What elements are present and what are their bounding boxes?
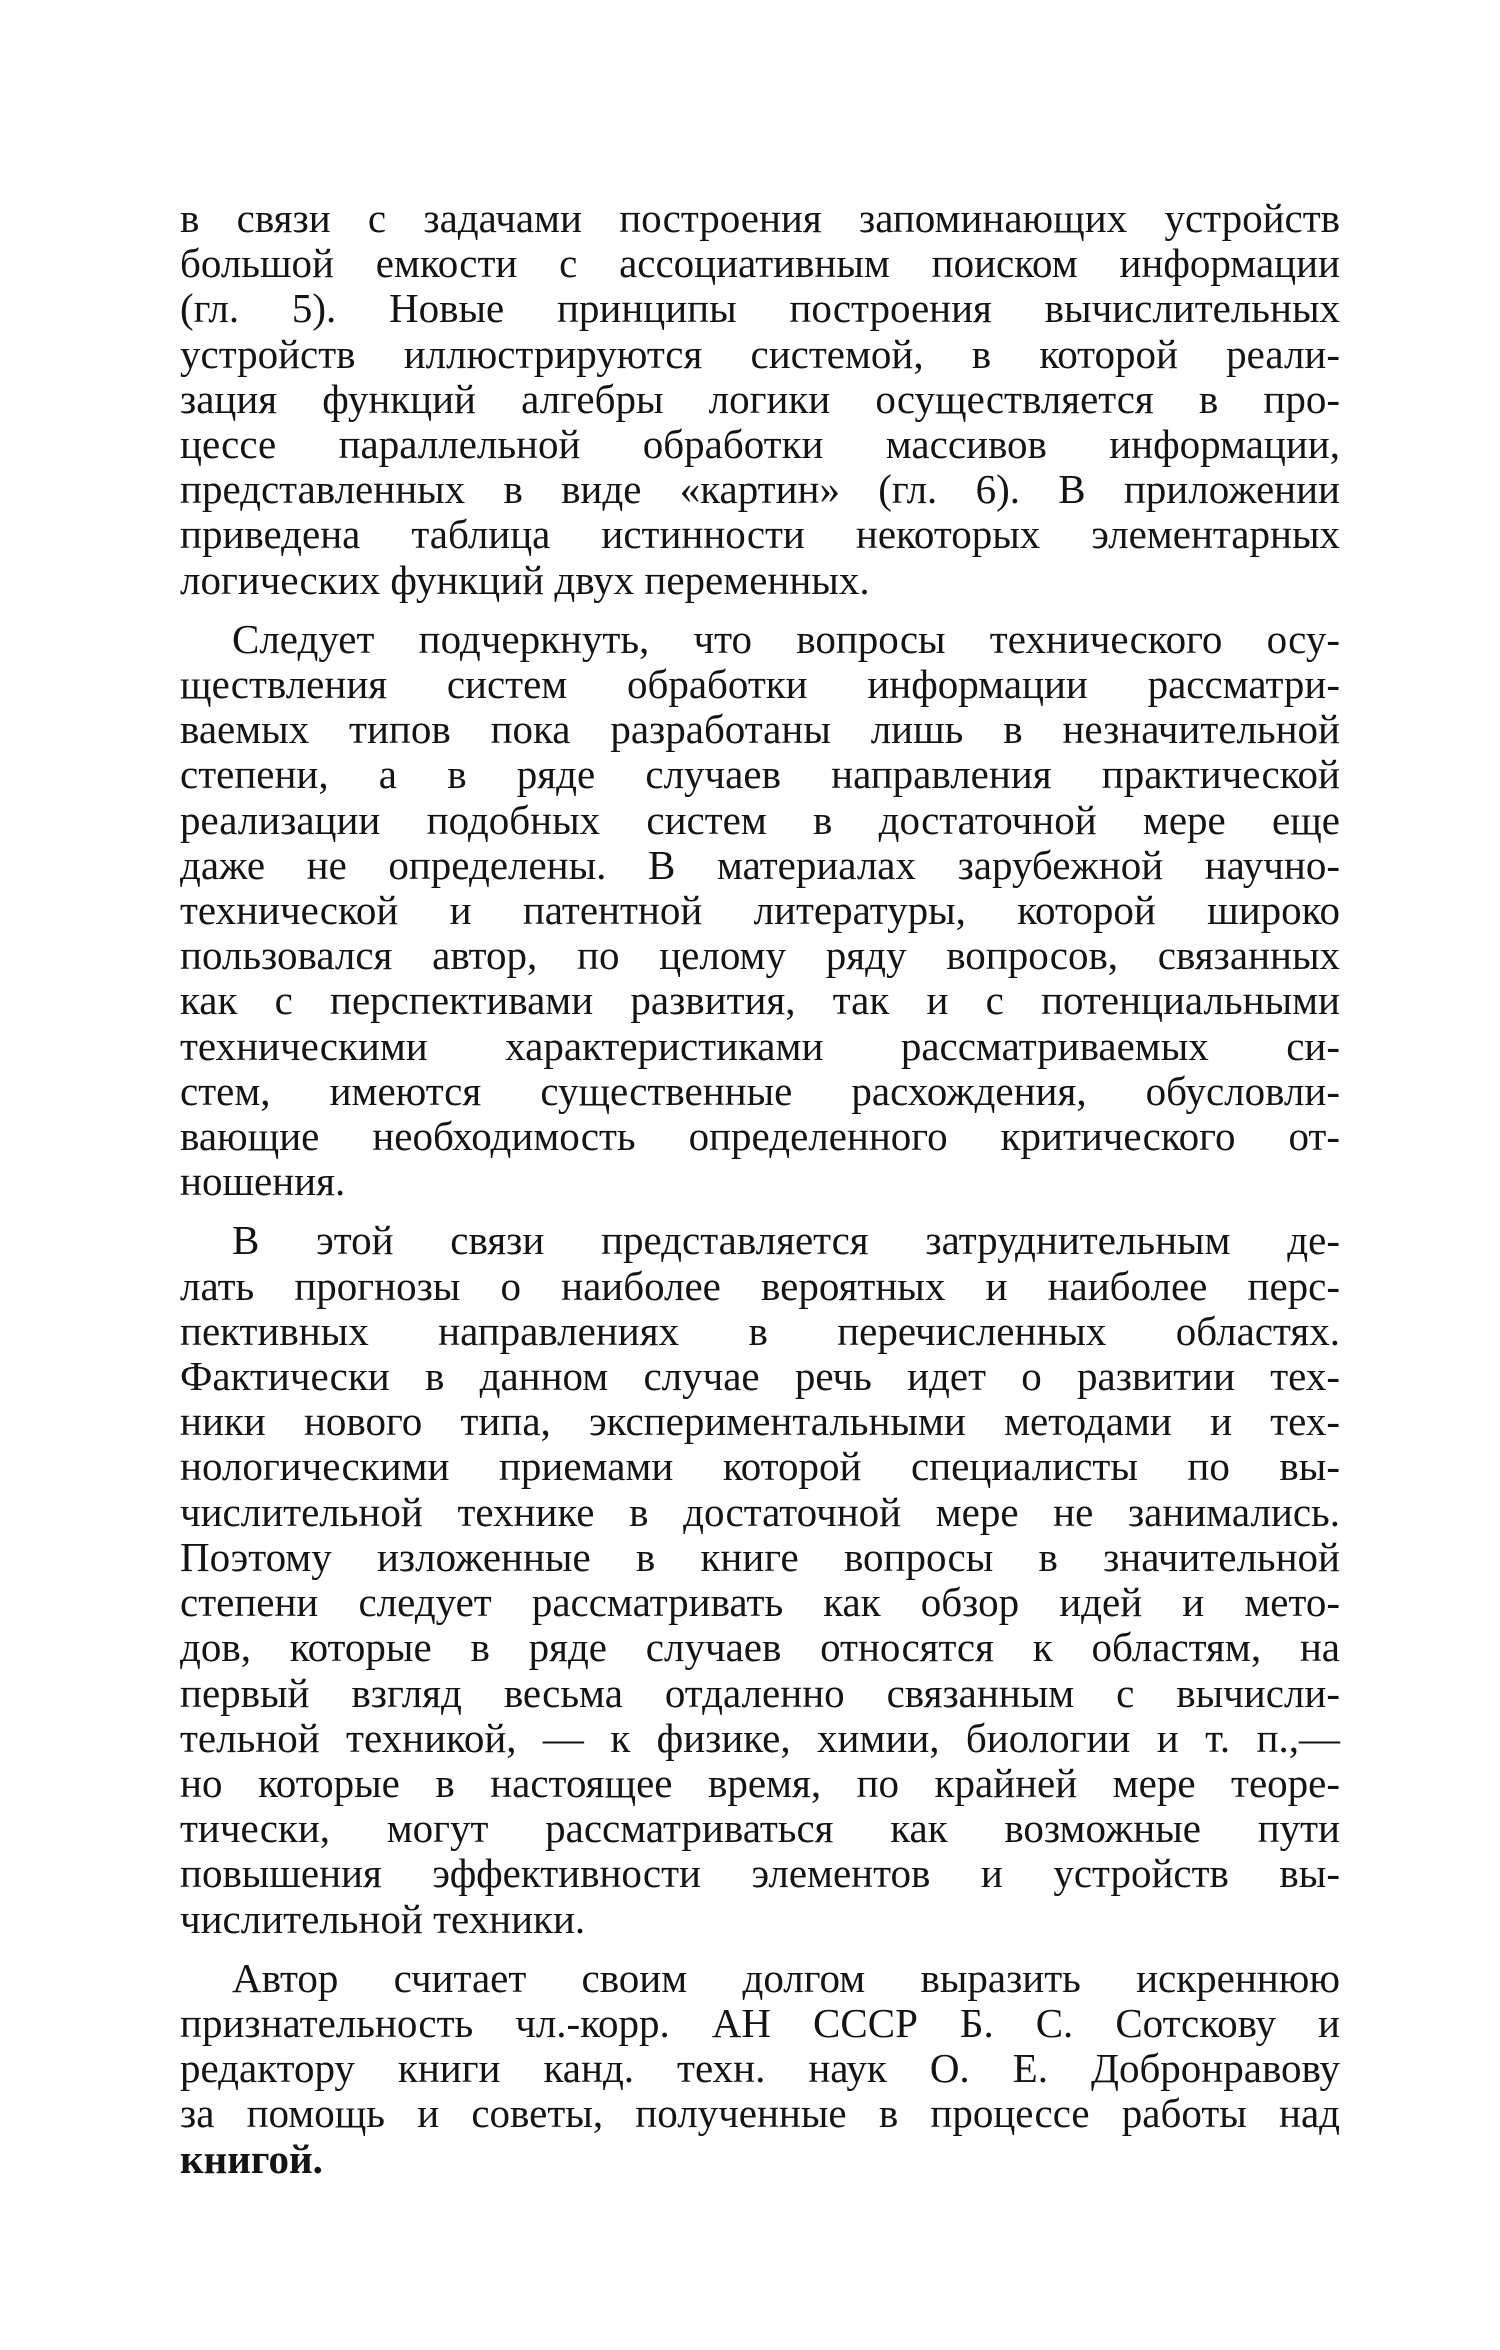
text-line: реализации подобных систем в достаточной мере еще (180, 796, 1340, 843)
text-line: Автор считает своим долгом выразить искреннюю (232, 1954, 1340, 2001)
text-line: за помощь и советы, полученные в процессе работы над (180, 2090, 1340, 2137)
text-line: числительной технике в достаточной мере не занимались. (180, 1488, 1340, 1535)
paragraph-4 (180, 1956, 1340, 2182)
text-line: технической и патентной литературы, которой широко (180, 887, 1340, 934)
text-line: логических функций двух переменных. (180, 556, 870, 603)
text-line: вающие необходимость определенного критического от- (180, 1113, 1340, 1160)
text-line: нологическими приемами которой специалисты по вы- (180, 1443, 1340, 1490)
text-line: редактору книги канд. техн. наук О. Е. Добронравову (180, 2045, 1340, 2092)
text-line: устройств иллюстрируются системой, в которой реали- (180, 330, 1340, 377)
text-line: тически, могут рассматриваться как возможные пути (180, 1805, 1340, 1852)
text-line: Фактически в данном случае речь идет о развитии тех- (180, 1353, 1340, 1400)
text-line: числительной техники. (180, 1895, 586, 1942)
text-line: первый взгляд весьма отдаленно связанным с вычисли- (180, 1669, 1340, 1716)
text-line: признательность чл.-корр. АН СССР Б. С. Сотскову и (180, 1999, 1340, 2046)
text-line: степени следует рассматривать как обзор идей и мето- (180, 1579, 1340, 1626)
text-line: Поэтому изложенные в книге вопросы в значительной (180, 1533, 1340, 1580)
text-line: тельной техникой, — к физике, химии, биологии и т. п.,— (180, 1714, 1340, 1761)
text-line: представленных в виде «картин» (гл. 6). В приложении (180, 466, 1340, 513)
text-line: даже не определены. В материалах зарубежной научно- (180, 841, 1340, 888)
text-line: Следует подчеркнуть, что вопросы технического осу- (232, 615, 1340, 662)
text-line: техническими характеристиками рассматриваемых си- (180, 1022, 1340, 1069)
text-line: ваемых типов пока разработаны лишь в незначительной (180, 706, 1340, 753)
text-line: лать прогнозы о наиболее вероятных и наиболее перс- (180, 1262, 1340, 1309)
text-line: пользовался автор, по целому ряду вопросов, связанных (180, 932, 1340, 979)
text-line: ники нового типа, экспериментальными методами и тех- (180, 1398, 1340, 1445)
text-line: ществления систем обработки информации рассматри- (180, 661, 1340, 708)
text-line: большой емкости с ассоциативным поиском информации (180, 240, 1340, 287)
text-line: (гл. 5). Новые принципы построения вычислительных (180, 285, 1340, 332)
text-line: повышения эффективности элементов и устройств вы- (180, 1850, 1340, 1897)
paragraph-3 (180, 1218, 1340, 1941)
text-line: но которые в настоящее время, по крайней мере теоре- (180, 1759, 1340, 1806)
page-body (180, 196, 1340, 2182)
text-line: В этой связи представляется затруднительным де- (232, 1217, 1340, 1264)
text-line: зация функций алгебры логики осуществляется в про- (180, 375, 1340, 422)
text-line: пективных направлениях в перечисленных областях. (180, 1307, 1340, 1354)
text-line: стем, имеются существенные расхождения, обусловли- (180, 1067, 1340, 1114)
text-line: цессе параллельной обработки массивов информации, (180, 421, 1340, 468)
text-line: ношения. (180, 1158, 346, 1205)
paragraph-2 (180, 617, 1340, 1205)
text-line: как с перспективами развития, так и с потенциальными (180, 977, 1340, 1024)
text-line: в связи с задачами построения запоминающих устройств (180, 195, 1340, 241)
paragraph-1 (180, 196, 1340, 603)
text-line: книгой. (180, 2135, 323, 2182)
text-line: дов, которые в ряде случаев относятся к областям, на (180, 1624, 1340, 1671)
text-line: приведена таблица истинности некоторых элементарных (180, 511, 1340, 558)
text-line: степени, а в ряде случаев направления практической (180, 751, 1340, 798)
